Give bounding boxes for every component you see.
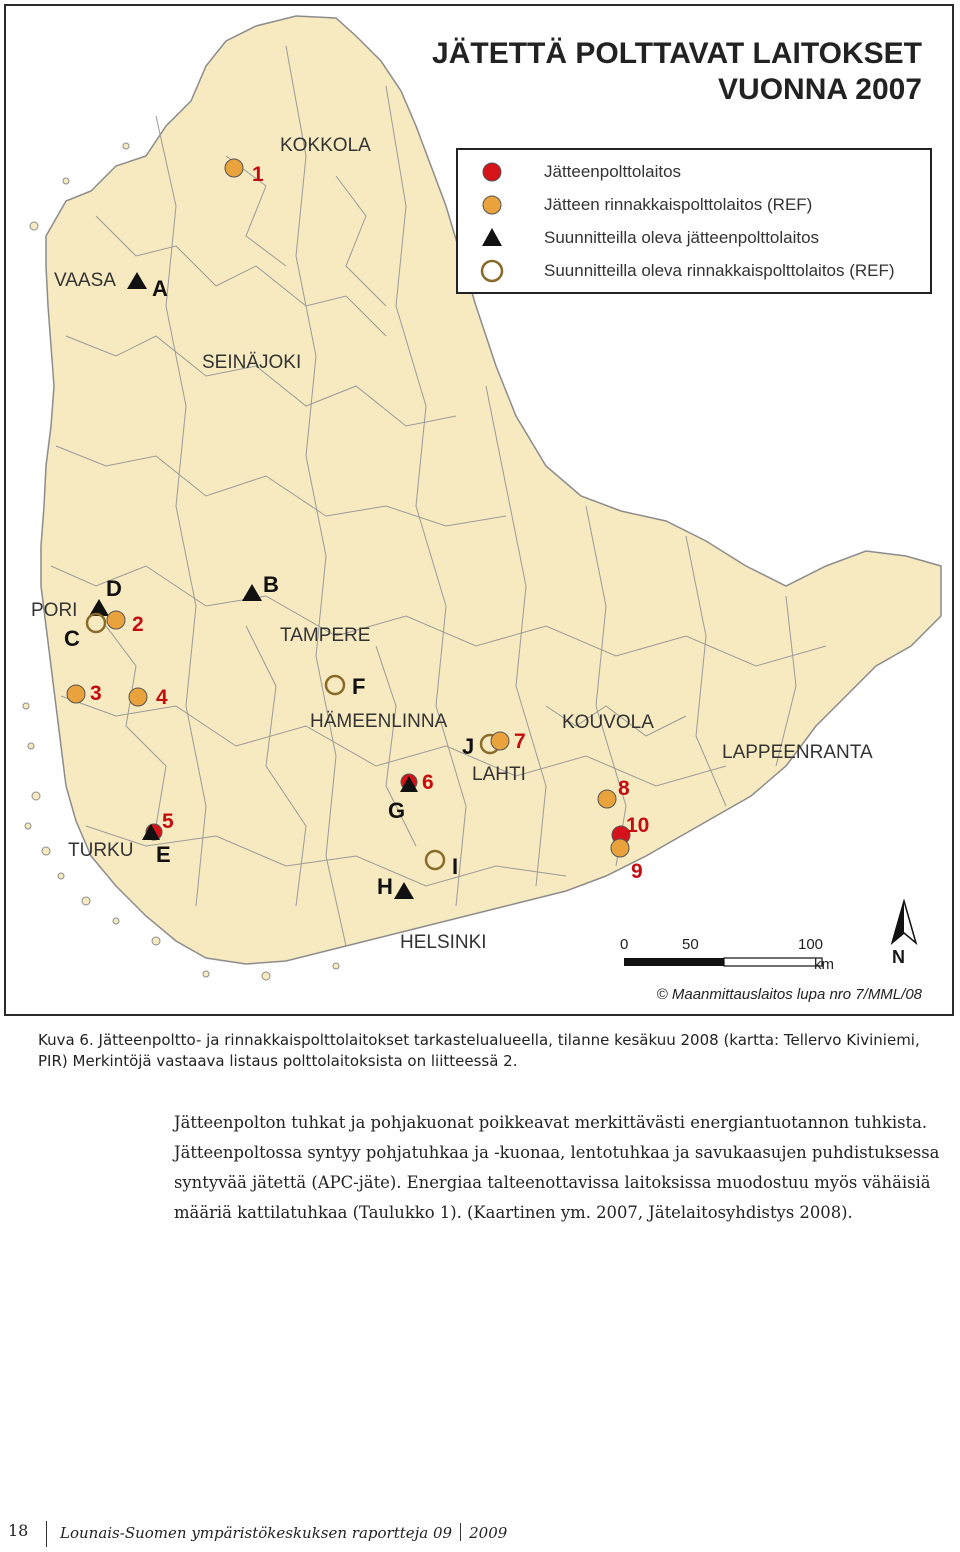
site-number-2: 2	[132, 613, 144, 636]
publication-name: Lounais-Suomen ympäristökeskuksen raportteja	[60, 1524, 429, 1542]
site-number-9: 9	[631, 860, 643, 883]
site-letter-d: D	[106, 576, 122, 601]
city-label-lappeenranta: LAPPEENRANTA	[722, 742, 873, 763]
scale-bar	[618, 936, 834, 976]
page-number: 18	[8, 1521, 29, 1540]
site-number-5: 5	[162, 810, 174, 833]
footer-publication	[60, 1523, 507, 1542]
legend-item-co-incineration-plant	[478, 191, 812, 219]
map-title-line-1: JÄTETTÄ POLTTAVAT LAITOKSET	[432, 37, 922, 70]
legend-item-planned-incineration-plant	[478, 224, 819, 252]
north-label: N	[892, 947, 905, 967]
black-triangle-icon	[478, 224, 508, 252]
site-number-3: 3	[90, 682, 102, 705]
site-letter-e: E	[156, 842, 171, 867]
site-letter-b: B	[263, 572, 279, 597]
city-label-helsinki: HELSINKI	[400, 932, 487, 953]
city-label-hameenlinna: HÄMEENLINNA	[310, 711, 448, 732]
site-letter-i: I	[452, 854, 459, 879]
orange-circle-icon	[491, 732, 509, 750]
legend-item-incineration-plant	[478, 158, 681, 186]
legend-label: Suunnitteilla oleva jätteenpolttolaitos	[544, 228, 820, 247]
site-number-10: 10	[626, 814, 650, 837]
scale-bar-graphic	[624, 956, 824, 968]
issue-number: 09	[433, 1524, 453, 1542]
legend-label: Suunnitteilla oleva rinnakkaispolttolaitos (REF)	[544, 261, 895, 280]
city-label-pori: PORI	[31, 600, 78, 621]
body-paragraph: Jätteenpolton tuhkat ja pohjakuonat poikkeavat merkittävästi energiantuotannon tuhkista. Jätteenpoltossa syntyy pohjatuhkaa ja -kuonaa, lentotuhkaa ja savukaasujen puhdistuksessa syntyvää jätettä (APC-jäte). Energiaa talteenottavissa laitoksissa muodostuu myös vähäisiä määriä kattilatuhkaa (Taulukko 1). (Kaartinen ym. 2007, Jätelaitosyhdistys 2008).	[174, 1113, 940, 1222]
map-title-line-2: VUONNA 2007	[718, 73, 922, 106]
site-letter-j: J	[462, 734, 475, 759]
orange-circle-icon	[225, 159, 243, 177]
site-number-8: 8	[618, 777, 630, 800]
legend-item-planned-co-incineration-plant	[478, 257, 895, 285]
red-circle-icon	[478, 158, 508, 186]
site-number-6: 6	[422, 771, 434, 794]
footer-divider	[46, 1521, 47, 1547]
scale-tick-label: 50	[682, 936, 699, 953]
city-label-lahti: LAHTI	[472, 764, 526, 785]
hollow-circle-icon	[478, 257, 508, 285]
orange-circle-icon	[598, 790, 616, 808]
city-label-seinajoki: SEINÄJOKI	[202, 352, 302, 373]
site-letter-c: C	[64, 626, 80, 651]
site-letter-a: A	[152, 276, 168, 301]
caption-text: Jätteenpoltto- ja rinnakkaispolttolaitokset tarkastelualueella, tilanne kesäkuu 2008 (kartta: Tellervo Kiviniemi, PIR) Merkintöjä vastaava listaus polttolaitoksista on liitteessä 2.	[38, 1031, 920, 1070]
site-number-1: 1	[252, 163, 264, 186]
city-label-tampere: TAMPERE	[280, 625, 371, 646]
city-label-kouvola: KOUVOLA	[562, 712, 654, 733]
map-copyright: © Maanmittauslaitos lupa nro 7/MML/08	[656, 986, 922, 1003]
map-legend	[456, 148, 932, 294]
map-frame	[4, 4, 954, 1016]
orange-circle-icon	[611, 839, 629, 857]
site-letter-f: F	[352, 674, 366, 699]
north-arrow	[882, 899, 926, 967]
site-number-7: 7	[514, 730, 526, 753]
publication-year: 2009	[469, 1524, 508, 1542]
orange-circle-icon	[67, 685, 85, 703]
scale-unit: km	[814, 956, 834, 973]
page-footer	[0, 1521, 600, 1547]
legend-label: Jätteenpolttolaitos	[544, 162, 682, 181]
legend-label: Jätteen rinnakkaispolttolaitos (REF)	[544, 195, 813, 214]
orange-circle-icon	[129, 688, 147, 706]
figure-caption	[38, 1030, 938, 1072]
city-label-turku: TURKU	[68, 840, 134, 861]
site-number-4: 4	[156, 686, 168, 709]
scale-tick-label: 100	[798, 936, 824, 953]
north-arrow-icon	[882, 899, 926, 949]
orange-circle-icon	[107, 611, 125, 629]
city-label-kokkola: KOKKOLA	[280, 135, 371, 156]
orange-circle-icon	[478, 191, 508, 219]
map-title	[432, 36, 922, 108]
city-label-vaasa: VAASA	[54, 270, 116, 291]
scale-tick-label: 0	[620, 936, 629, 953]
footer-separator	[460, 1523, 461, 1541]
site-letter-h: H	[377, 874, 393, 899]
site-letter-g: G	[388, 798, 406, 823]
caption-label: Kuva 6.	[38, 1031, 94, 1049]
